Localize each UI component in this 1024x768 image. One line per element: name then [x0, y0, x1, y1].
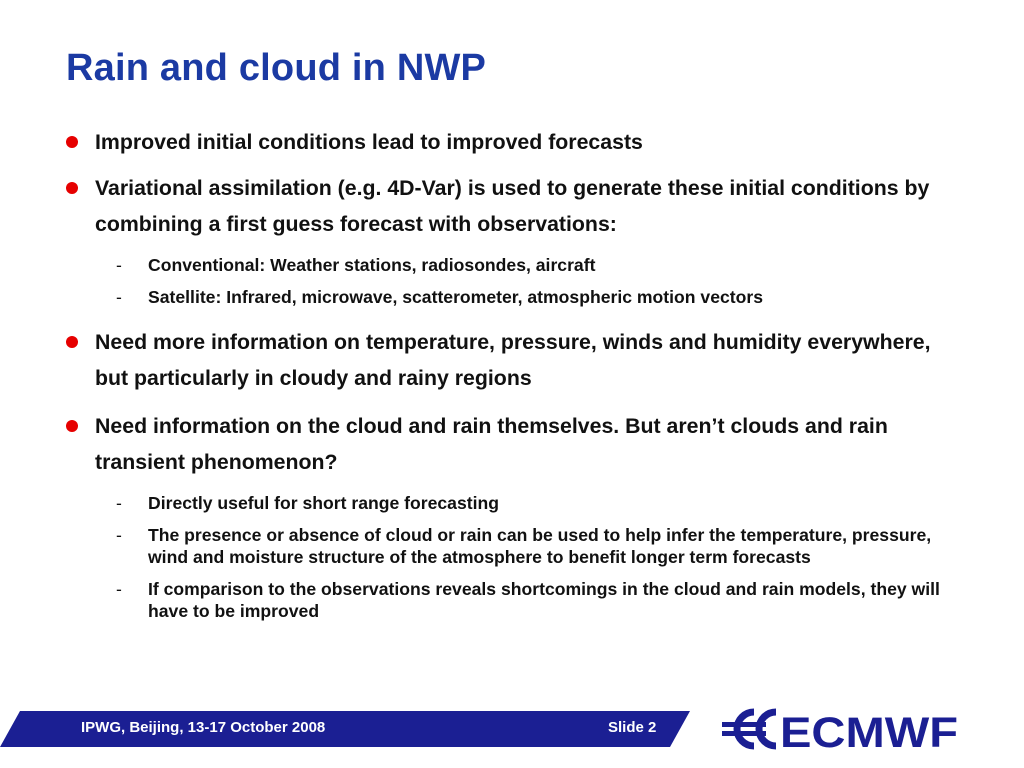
sub-bullet-item [62, 254, 962, 276]
bullet-dot-icon [66, 136, 78, 148]
sub-bullet-text: If comparison to the observations reveals shortcomings in the cloud and rain models, they will have to be improved [148, 579, 940, 621]
logo-text: ECMWF [780, 709, 958, 754]
sub-bullet-text: Conventional: Weather stations, radiosondes, aircraft [148, 255, 596, 275]
bullet-dot-icon [66, 420, 78, 432]
bullet-text: Need more information on temperature, pressure, winds and humidity everywhere, but particularly in cloudy and rainy regions [95, 330, 931, 390]
slide-title: Rain and cloud in NWP [66, 47, 487, 89]
sub-bullet-item [62, 492, 962, 514]
sub-bullet-text: Directly useful for short range forecasting [148, 493, 499, 513]
sub-bullet-text: Satellite: Infrared, microwave, scatterometer, atmospheric motion vectors [148, 287, 764, 307]
bullet-dot-icon [66, 336, 78, 348]
dash-marker: - [116, 579, 122, 599]
sub-bullet-item [62, 286, 962, 308]
dash-marker: - [116, 525, 122, 545]
dash-marker: - [116, 287, 122, 307]
dash-marker: - [116, 493, 122, 513]
bullet-text: Variational assimilation (e.g. 4D-Var) is used to generate these initial conditions by combining a first guess forecast with observations: [95, 176, 930, 236]
bullet-text: Improved initial conditions lead to improved forecasts [95, 130, 643, 154]
sub-bullet-item [62, 524, 962, 568]
bullet-text: Need information on the cloud and rain themselves. But aren’t clouds and rain transient phenomenon? [95, 414, 888, 474]
sub-bullet-text: The presence or absence of cloud or rain can be used to help infer the temperature, pressure, wind and moisture structure of the atmosphere to benefit longer term forecasts [148, 525, 932, 567]
bullet-dot-icon [66, 182, 78, 194]
footer-slide-number: Slide 2 [608, 719, 657, 736]
bullet-item [62, 324, 962, 396]
ecmwf-logo-icon [720, 704, 960, 754]
bullet-item [62, 170, 962, 242]
bullet-item [62, 124, 962, 160]
footer-event: IPWG, Beijing, 13-17 October 2008 [81, 719, 326, 736]
sub-bullet-item [62, 578, 962, 622]
bullet-item [62, 408, 962, 480]
slide-content [62, 124, 962, 622]
dash-marker: - [116, 255, 122, 275]
